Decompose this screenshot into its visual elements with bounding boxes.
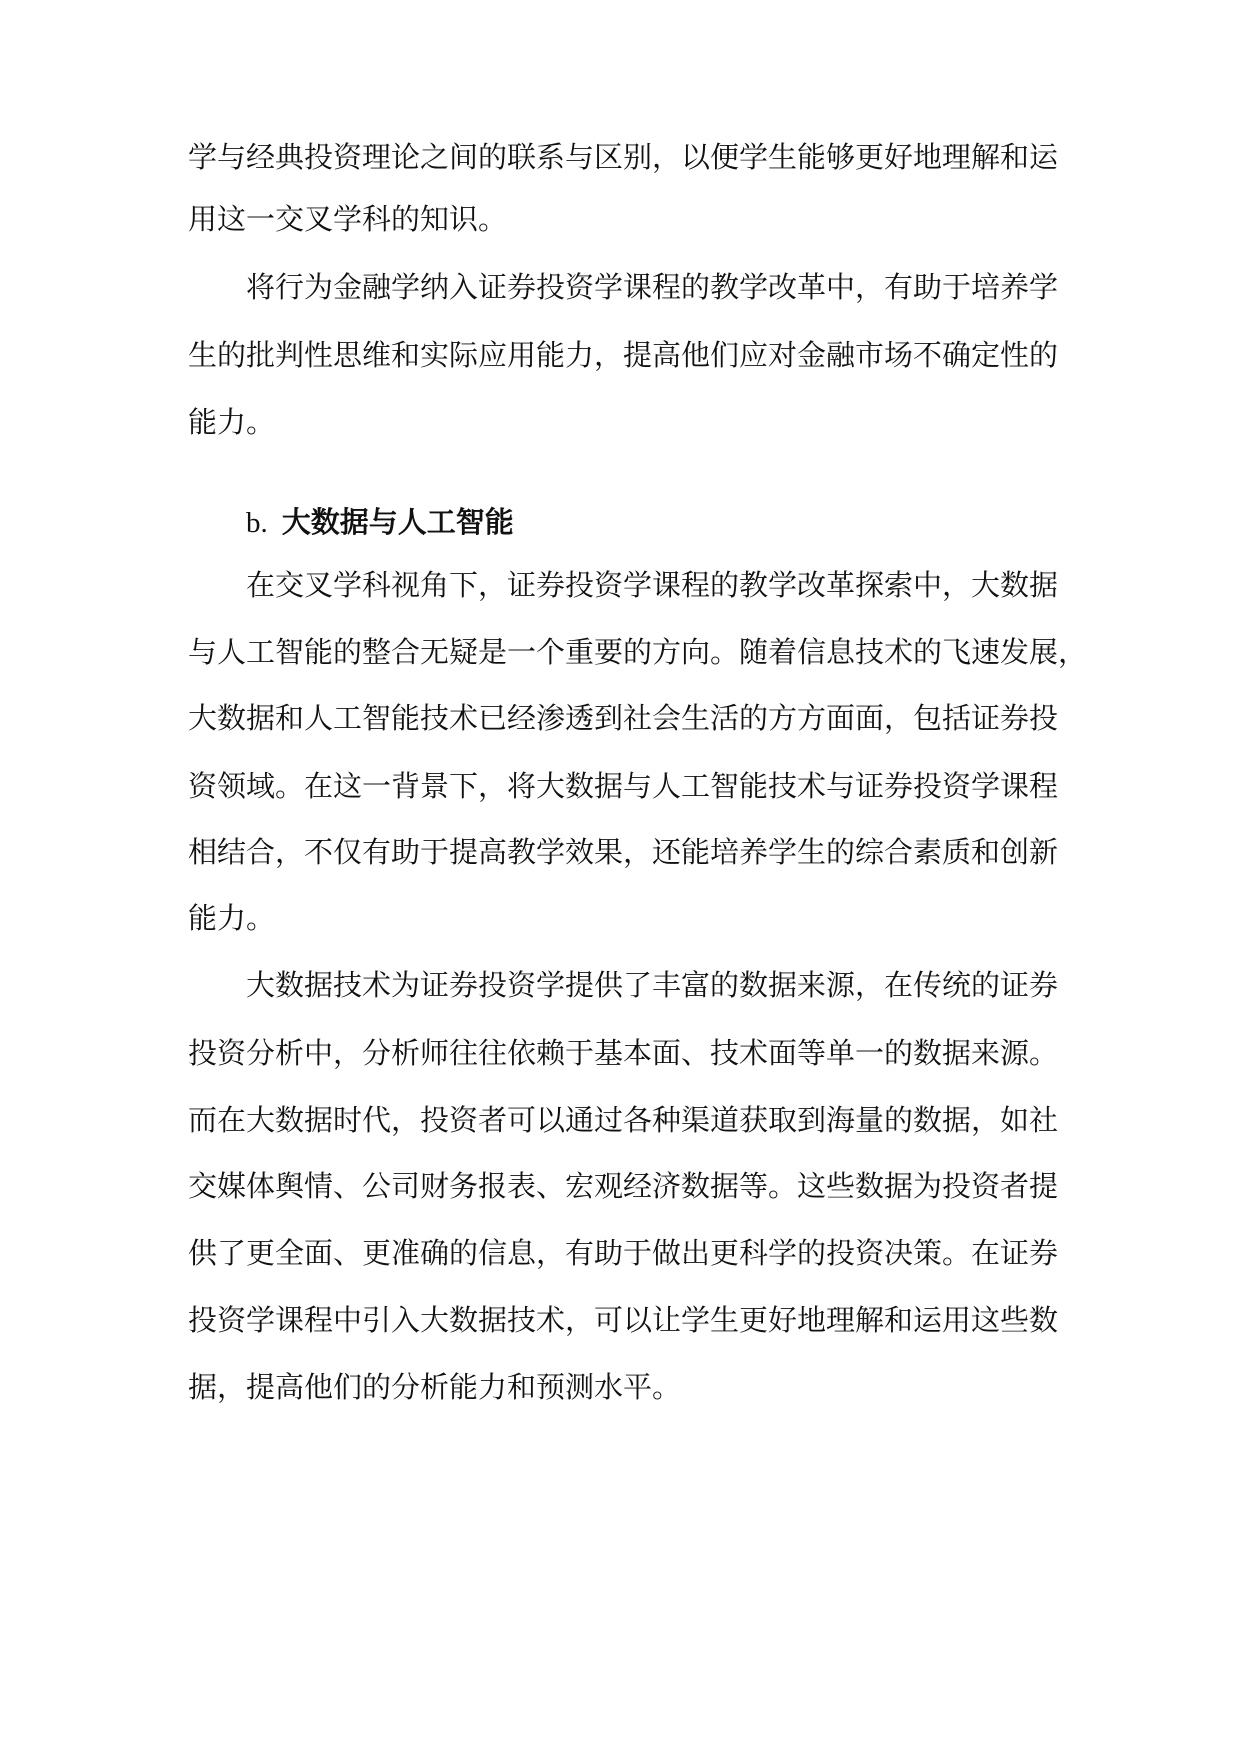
text-line: 生的批判性思维和实际应用能力，提高他们应对金融市场不确定性的 (188, 338, 1059, 372)
text-line: 资领域。在这一背景下，将大数据与人工智能技术与证券投资学课程 (188, 769, 1059, 803)
text-line: 大数据技术为证券投资学提供了丰富的数据来源，在传统的证券 (246, 968, 1059, 1002)
section-heading-title: 大数据与人工智能 (281, 505, 514, 539)
text-line: 相结合，不仅有助于提高教学效果，还能培养学生的综合素质和创新 (188, 835, 1059, 869)
text-line: 交媒体舆情、公司财务报表、宏观经济数据等。这些数据为投资者提 (188, 1169, 1059, 1203)
text-line: 据，提高他们的分析能力和预测水平。 (188, 1370, 682, 1404)
text-line: 投资分析中，分析师往往依赖于基本面、技术面等单一的数据来源。 (188, 1036, 1059, 1070)
text-line: 学与经典投资理论之间的联系与区别，以便学生能够更好地理解和运 (188, 140, 1059, 174)
section-heading-marker: b. (246, 507, 268, 539)
text-line: 能力。 (188, 901, 276, 935)
text-line: 将行为金融学纳入证券投资学课程的教学改革中，有助于培养学 (246, 270, 1059, 304)
text-line: 供了更全面、更准确的信息，有助于做出更科学的投资决策。在证券 (188, 1236, 1059, 1270)
text-line: 用这一交叉学科的知识。 (188, 202, 508, 236)
text-line: 而在大数据时代，投资者可以通过各种渠道获取到海量的数据，如社 (188, 1103, 1059, 1137)
text-line: 投资学课程中引入大数据技术，可以让学生更好地理解和运用这些数 (188, 1303, 1059, 1337)
text-line: 在交叉学科视角下，证券投资学课程的教学改革探索中，大数据 (246, 568, 1059, 602)
text-line: 与人工智能的整合无疑是一个重要的方向。随着信息技术的飞速发展， (188, 635, 1088, 669)
text-line: 大数据和人工智能技术已经渗透到社会生活的方方面面，包括证券投 (188, 701, 1059, 735)
section-heading (246, 502, 946, 542)
text-line: 能力。 (188, 405, 276, 439)
